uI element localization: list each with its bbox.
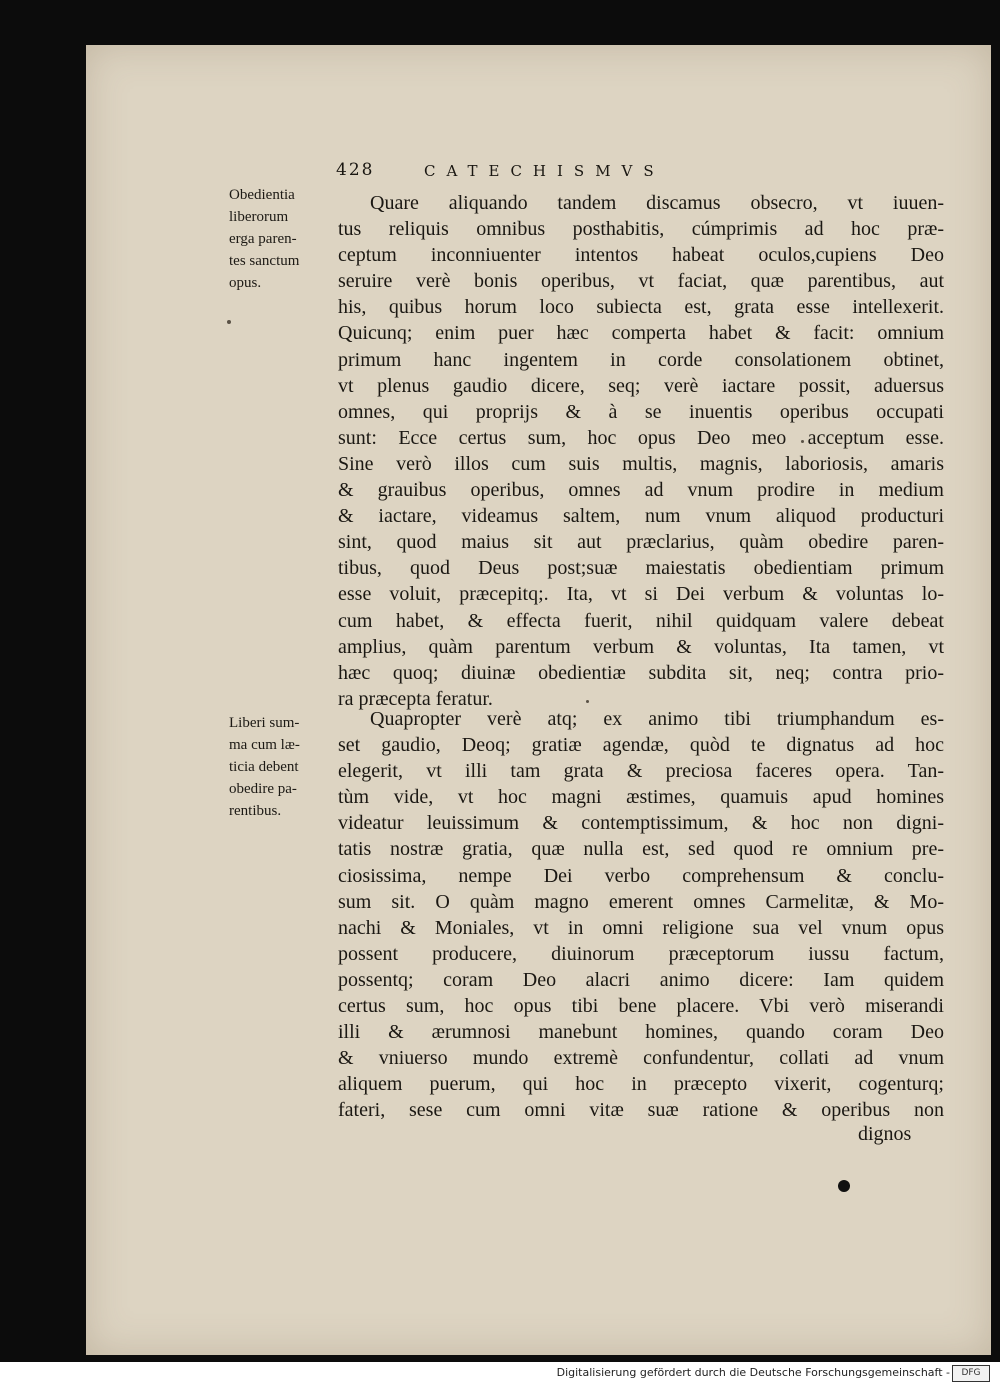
page-number: 428 (336, 160, 375, 180)
text-line: amplius, quàm parentum verbum & voluntas, Ita tamen, vt (338, 635, 944, 658)
text-line: sum sit. O quàm magno emerent omnes Carmelitæ, & Mo- (338, 890, 944, 913)
margin-note-liberi (229, 712, 327, 822)
text-line: tatis nostræ gratia, quæ nulla est, sed quod re omnium pre- (338, 838, 944, 861)
dfg-logo: DFG (952, 1365, 990, 1382)
text-line: elegerit, vt illi tam grata & preciosa faceres opera. Tan- (338, 760, 944, 783)
text-line: certus sum, hoc opus tibi bene placere. Vbi verò miserandi (338, 995, 944, 1018)
text-line: ra præcepta feratur. (338, 687, 493, 710)
text-line: his, quibus horum loco subiecta est, grata esse intellexerit. (338, 296, 944, 319)
text-line: esse voluit, præcepitq;. Ita, vt si Dei verbum & voluntas lo- (338, 583, 944, 606)
funding-credit: Digitalisierung gefördert durch die Deutsche Forschungsgemeinschaft - (556, 1366, 950, 1379)
text-line: vt plenus gaudio dicere, seq; verè iactare possit, aduersus (338, 374, 944, 397)
margin-note-obedientia (229, 184, 327, 294)
margin-note-line: opus. (229, 275, 262, 291)
text-line: Quapropter verè atq; ex animo tibi triumphandum es- (370, 708, 944, 730)
running-head: CATECHISMVS (424, 162, 665, 180)
text-line: cum habet, & effecta fuerit, nihil quidquam valere debeat (338, 609, 944, 632)
margin-note-line: tes sanctum (229, 253, 300, 269)
margin-note-line: ma cum læ- (229, 737, 300, 753)
paper-speck (227, 320, 231, 324)
digitization-footer (0, 1362, 1000, 1384)
text-line: sunt: Ecce certus sum, hoc opus Deo meo acceptum esse. (338, 426, 944, 449)
text-line: ceptum inconniuenter intentos habeat oculos,cupiens Deo (338, 244, 944, 267)
margin-note-line: liberorum (229, 209, 289, 225)
text-line: sint, quod maius sit aut præclarius, quàm obedire paren- (338, 531, 944, 554)
margin-note-line: rentibus. (229, 803, 282, 819)
text-line: videatur leuissimum & contemptissimum, & hoc non digni- (338, 812, 944, 835)
paragraph-1 (338, 190, 944, 712)
text-line: illi & ærumnosi manebunt homines, quando coram Deo (338, 1021, 944, 1044)
margin-note-line: ticia debent (229, 759, 299, 775)
paragraph-2 (338, 706, 944, 1124)
text-line: possentq; coram Deo alacri animo dicere: Iam quidem (338, 968, 944, 991)
text-line: set gaudio, Deoq; gratiæ agendæ, quòd te dignatus ad hoc (338, 734, 944, 757)
text-line: tùm vide, vt hoc magni æstimes, quamuis apud homines (338, 786, 944, 809)
margin-note-line: erga paren- (229, 231, 297, 247)
text-line: seruire verè bonis operibus, vt faciat, quæ parentibus, aut (338, 270, 944, 293)
text-line: nachi & Moniales, vt in omni religione sua vel vnum opus (338, 916, 944, 939)
text-line: aliquem puerum, qui hoc in præcepto vixerit, cogenturq; (338, 1073, 944, 1096)
text-line: & grauibus operibus, omnes ad vnum prodire in medium (338, 479, 944, 502)
catchword: dignos (858, 1123, 912, 1145)
margin-note-line: obedire pa- (229, 781, 297, 797)
text-line: hæc quoq; diuinæ obedientiæ subdita sit, neq; contra prio- (338, 661, 944, 684)
text-line: fateri, sese cum omni vitæ suæ ratione & operibus non (338, 1099, 944, 1122)
text-line: tibus, quod Deus post;suæ maiestatis obedientiam primum (338, 557, 944, 580)
margin-note-line: Obedientia (229, 187, 295, 203)
text-line: ciosissima, nempe Dei verbo comprehensum & conclu- (338, 864, 944, 887)
text-line: & vniuerso mundo extremè confundentur, collati ad vnum (338, 1047, 944, 1070)
text-line: possent producere, diuinorum præceptorum iussu factum, (338, 942, 944, 965)
ink-blot (838, 1180, 850, 1192)
margin-note-line: Liberi sum- (229, 715, 300, 731)
text-line: & iactare, videamus saltem, num vnum aliquod producturi (338, 505, 944, 528)
text-line: primum hanc ingentem in corde consolationem obtinet, (338, 348, 944, 371)
text-line: tus reliquis omnibus posthabitis, cúmprimis ad hoc præ- (338, 218, 944, 241)
page-header (336, 160, 826, 186)
text-line: Quare aliquando tandem discamus obsecro, vt iuuen- (370, 192, 944, 214)
text-line: Quicunq; enim puer hæc comperta habet & facit: omnium (338, 322, 944, 345)
text-line: omnes, qui proprijs & à se inuentis operibus occupati (338, 400, 944, 423)
text-line: Sine verò illos cum suis multis, magnis, laboriosis, amaris (338, 452, 944, 475)
